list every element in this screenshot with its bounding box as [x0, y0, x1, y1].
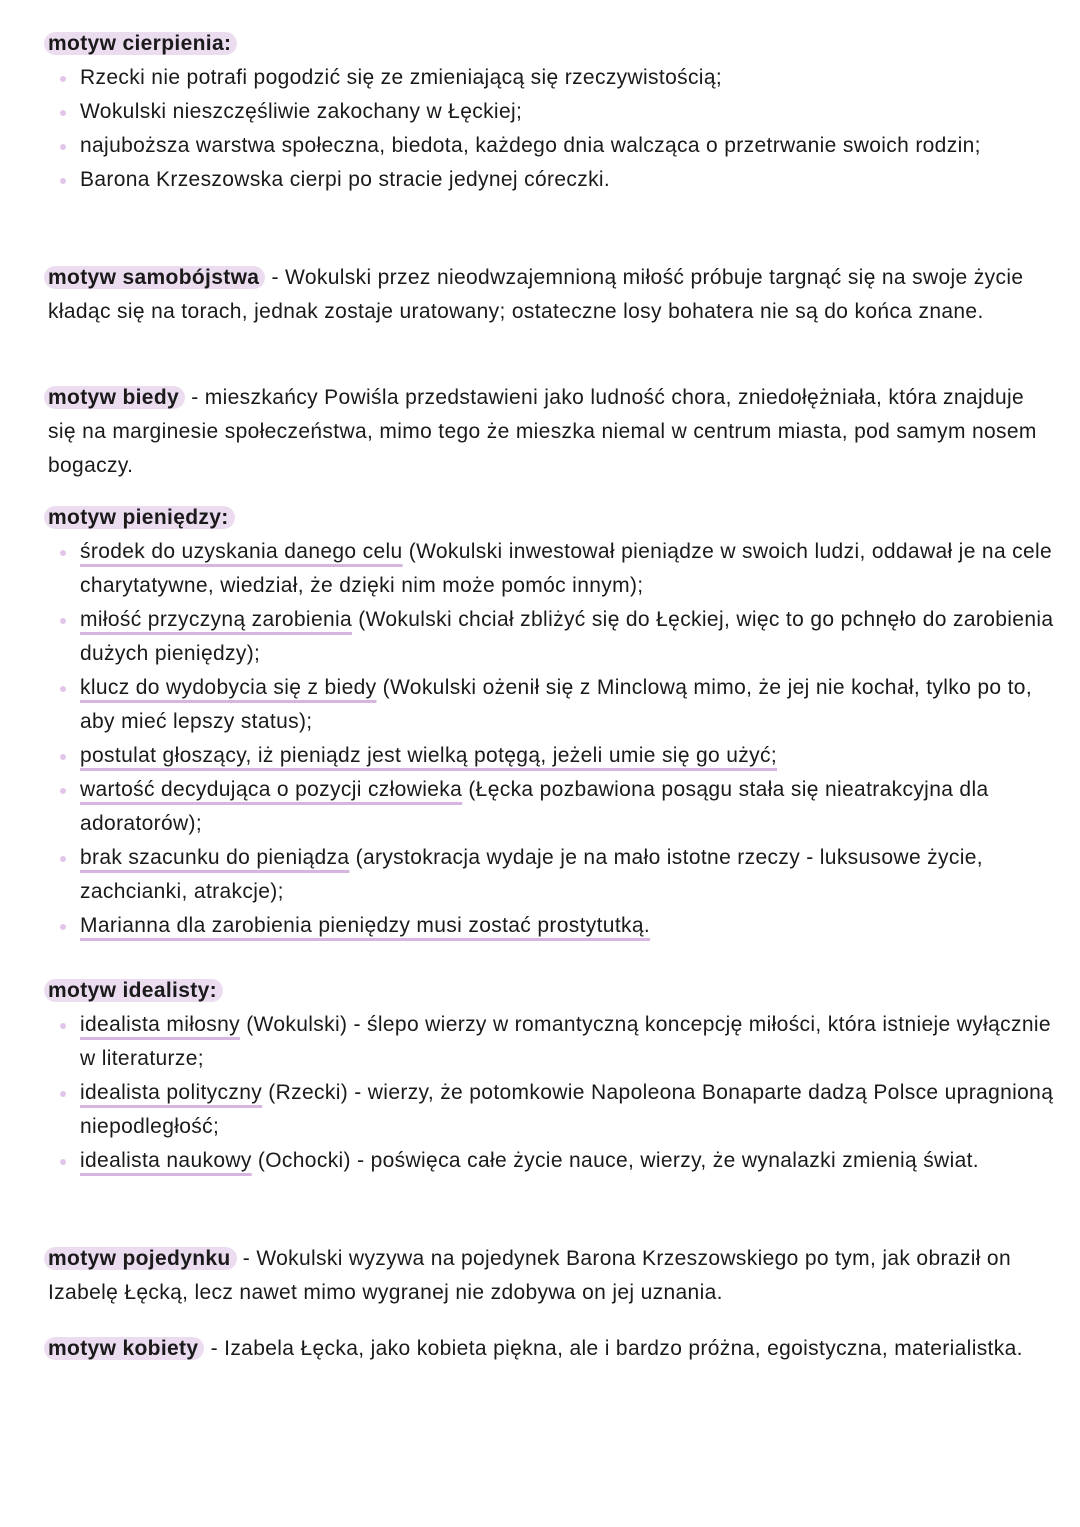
section-heading: motyw pojedynku: [44, 1247, 237, 1270]
section-heading: motyw biedy: [44, 386, 185, 409]
item-rest: (Łęcka pozbawiona posągu stała się nieatrakcyjna dla adoratorów);: [80, 778, 989, 835]
bullet-list: [48, 1008, 1058, 1178]
list-item: [80, 1008, 1058, 1076]
list-item: [80, 909, 1058, 943]
item-lead: idealista polityczny: [80, 1081, 263, 1104]
section-heading: motyw pieniędzy:: [44, 506, 235, 529]
list-item: [80, 773, 1058, 841]
list-item: Rzecki nie potrafi pogodzić się ze zmieniającą się rzeczywistością;: [80, 61, 1058, 95]
list-item: Wokulski nieszczęśliwie zakochany w Łęckiej;: [80, 95, 1058, 129]
bullet-list: [48, 61, 1058, 197]
item-rest: (Wokulski) - ślepo wierzy w romantyczną koncepcję miłości, która istnieje wyłącznie w literaturze;: [80, 1013, 1051, 1070]
section-pojedynek: [48, 1242, 1058, 1310]
item-rest: (Wokulski chciał zbliżyć się do Łęckiej, więc to go pchnęło do zarobienia dużych pieniędzy);: [80, 608, 1054, 665]
section-idealista: [48, 974, 1058, 1178]
item-lead: miłość przyczyną zarobienia: [80, 608, 353, 631]
item-rest: (Rzecki) - wierzy, że potomkowie Napoleona Bonaparte dadzą Polsce upragnioną niepodległość;: [80, 1081, 1054, 1138]
list-item: [80, 1144, 1058, 1178]
item-lead: brak szacunku do pieniądza: [80, 846, 350, 869]
item-rest: (Wokulski inwestował pieniądze w swoich ludzi, oddawał je na cele charytatywne, wiedział, że dzięki nim może pomóc innym);: [80, 540, 1053, 597]
item-rest: (Wokulski ożenił się z Minclową mimo, że jej nie kochał, tylko po to, aby mieć lepszy status);: [80, 676, 1032, 733]
section-kobieta: [48, 1332, 1058, 1366]
item-lead: idealista miłosny: [80, 1013, 241, 1036]
list-item: [80, 739, 1058, 773]
bullet-list: [48, 535, 1058, 943]
section-heading: motyw idealisty:: [44, 979, 223, 1002]
item-lead: klucz do wydobycia się z biedy: [80, 676, 377, 699]
item-lead: środek do uzyskania danego celu: [80, 540, 403, 563]
list-item: [80, 671, 1058, 739]
list-item: najuboższa warstwa społeczna, biedota, każdego dnia walcząca o przetrwanie swoich rodzin;: [80, 129, 1058, 163]
list-item: Barona Krzeszowska cierpi po stracie jedynej córeczki.: [80, 163, 1058, 197]
section-text: - Wokulski przez nieodwzajemnioną miłość próbuje targnąć się na swoje życie kładąc się na torach, jednak zostaje uratowany; ostateczne losy bohatera nie są do końca znane.: [48, 266, 1024, 323]
item-rest: (Ochocki) - poświęca całe życie nauce, wierzy, że wynalazki zmienią świat.: [251, 1149, 979, 1172]
item-lead: idealista naukowy: [80, 1149, 252, 1172]
item-lead: wartość decydująca o pozycji człowieka: [80, 778, 463, 801]
item-lead: postulat głoszący, iż pieniądz jest wielką potęgą, jeżeli umie się go użyć;: [80, 744, 778, 767]
list-item: [80, 1076, 1058, 1144]
section-samobojstwo: [48, 261, 1058, 329]
section-text: - mieszkańcy Powiśla przedstawieni jako ludność chora, zniedołężniała, która znajduje się na marginesie społeczeństwa, mimo tego że mieszka niemal w centrum miasta, pod samym nosem bogaczy.: [48, 386, 1037, 477]
section-pieniadze: [48, 501, 1058, 943]
section-heading: motyw samobójstwa: [44, 266, 265, 289]
item-rest: (arystokracja wydaje je na mało istotne rzeczy - luksusowe życie, zachcianki, atrakcje);: [80, 846, 983, 903]
section-heading: motyw kobiety: [44, 1337, 204, 1360]
section-text: - Wokulski wyzywa na pojedynek Barona Krzeszowskiego po tym, jak obraził on Izabelę Łęcką, lecz nawet mimo wygranej nie zdobywa on jej uznania.: [48, 1247, 1011, 1304]
section-heading: motyw cierpienia:: [44, 32, 237, 55]
section-text: - Izabela Łęcka, jako kobieta piękna, ale i bardzo próżna, egoistyczna, materialistka.: [204, 1337, 1023, 1360]
item-lead: Marianna dla zarobienia pieniędzy musi zostać prostytutką.: [80, 914, 651, 937]
section-cierpienie: [48, 27, 1058, 197]
list-item: [80, 841, 1058, 909]
list-item: [80, 535, 1058, 603]
section-bieda: [48, 381, 1058, 483]
list-item: [80, 603, 1058, 671]
